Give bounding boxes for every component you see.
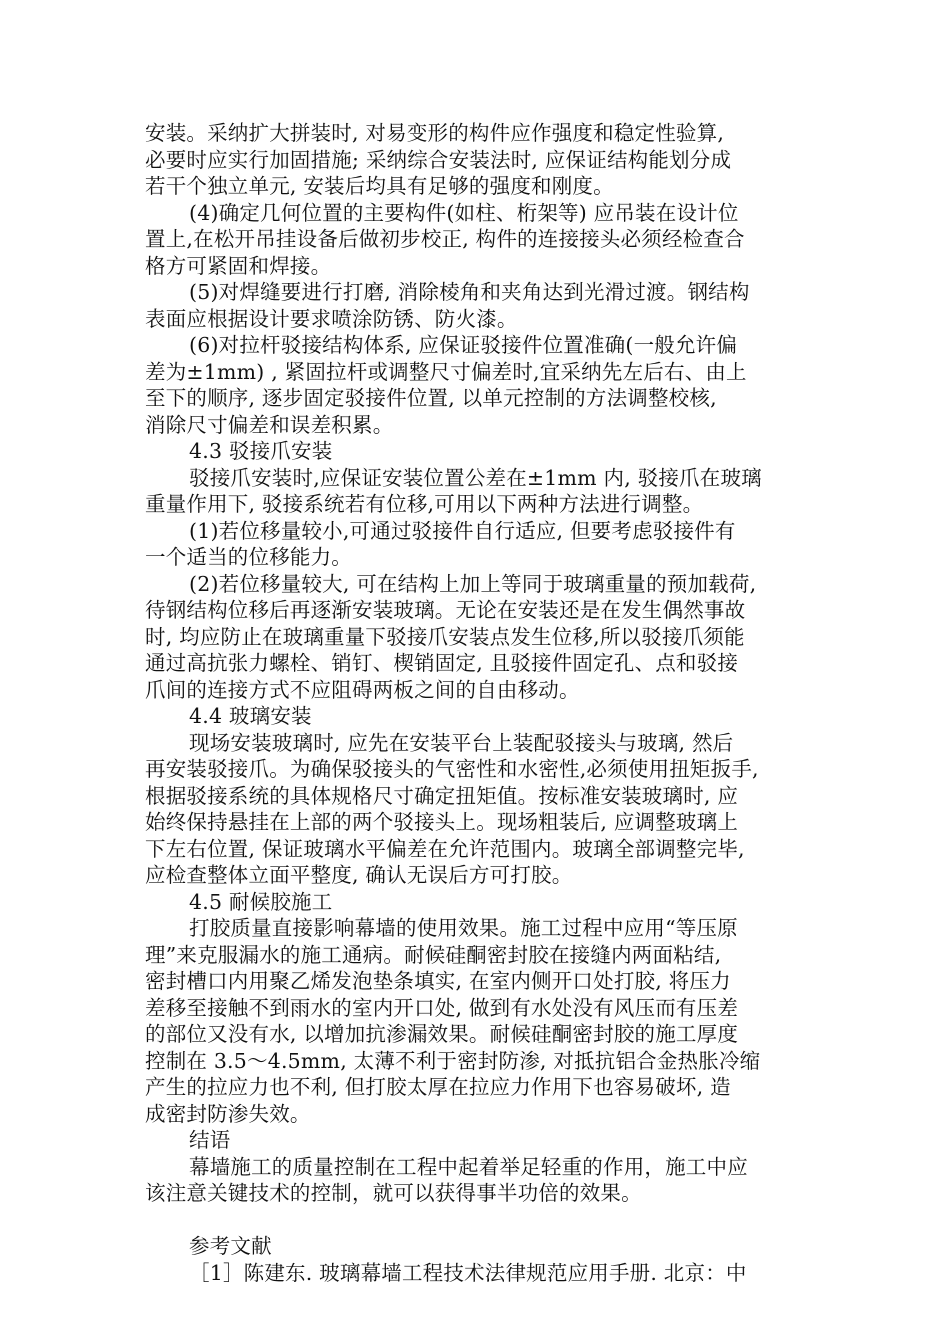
text-line: 表面应根据设计要求喷涂防锈、防火漆。 <box>145 306 518 331</box>
text-line: 的部位又没有水, 以增加抗渗漏效果。耐候硅酮密封胶的施工厚度 <box>145 1022 739 1046</box>
text-line: 下左右位置, 保证玻璃水平偏差在允许范围内。玻璃全部调整完毕, <box>145 836 745 861</box>
text-line: 置上,在松开吊挂设备后做初步校正, 构件的连接接头必须经检查合 <box>145 227 745 251</box>
blank-line <box>145 1207 825 1234</box>
text-line: 4.5 耐候胶施工 <box>189 889 333 914</box>
text-line: 产生的拉应力也不利, 但打胶太厚在拉应力作用下也容易破坏, 造 <box>145 1075 731 1099</box>
text-line: 待钢结构位移后再逐渐安装玻璃。无论在安装还是在发生偶然事故 <box>145 598 746 622</box>
text-line: (5)对焊缝要进行打磨, 消除棱角和夹角达到光滑过渡。钢结构 <box>189 280 750 304</box>
text-line: 再安装驳接爪。为确保驳接头的气密性和水密性,必须使用扭矩扳手, <box>145 757 759 781</box>
text-line: 根据驳接系统的具体规格尺寸确定扭矩值。按标准安装玻璃时, 应 <box>145 783 739 808</box>
text-line: 通过高抗张力螺栓、销钉、楔销固定, 且驳接件固定孔、点和驳接 <box>145 651 739 675</box>
text-line: 消除尺寸偏差和误差积累。 <box>145 412 394 437</box>
text-line: 4.3 驳接爪安装 <box>189 439 333 463</box>
text-line: 密封槽口内用聚乙烯发泡垫条填实, 在室内侧开口处打胶, 将压力 <box>145 969 731 993</box>
text-line: 差移至接触不到雨水的室内开口处, 做到有水处没有风压而有压差 <box>145 995 739 1020</box>
text-line: 差为±1mm) , 紧固拉杆或调整尺寸偏差时,宜采纳先左后右、由上 <box>145 359 747 384</box>
text-line: 参考文献 <box>189 1234 272 1258</box>
document-body <box>145 120 825 1286</box>
text-line: 安装。采纳扩大拼装时, 对易变形的构件应作强度和稳定性验算, <box>145 121 725 145</box>
text-line: (1)若位移量较小,可通过驳接件自行适应, 但要考虑驳接件有 <box>189 518 736 543</box>
text-line: 现场安装玻璃时, 应先在安装平台上装配驳接头与玻璃, 然后 <box>189 730 734 755</box>
text-line: (4)确定几何位置的主要构件(如柱、桁架等) 应吊装在设计位 <box>189 200 739 225</box>
text-line: 结语 <box>189 1128 231 1152</box>
text-line: 4.4 玻璃安装 <box>189 704 312 728</box>
text-line: 打胶质量直接影响幕墙的使用效果。施工过程中应用“等压原 <box>189 916 738 940</box>
text-line: (2)若位移量较大, 可在结构上加上等同于玻璃重量的预加载荷, <box>189 571 757 596</box>
text-line: 一个适当的位移能力。 <box>145 545 352 569</box>
text-line: 必要时应实行加固措施; 采纳综合安装法时, 应保证结构能划分成 <box>145 147 732 172</box>
text-line: 格方可紧固和焊接。 <box>145 253 332 278</box>
text-line: 重量作用下, 驳接系统若有位移,可用以下两种方法进行调整。 <box>145 492 704 516</box>
text-line: 时, 均应防止在玻璃重量下驳接爪安装点发生位移,所以驳接爪须能 <box>145 624 745 649</box>
text-line: 至下的顺序, 逐步固定驳接件位置, 以单元控制的方法调整校核, <box>145 386 717 410</box>
text-line: 控制在 3.5～4.5mm, 太薄不利于密封防渗, 对抵抗铝合金热胀冷缩 <box>145 1048 761 1073</box>
text-line: (6)对拉杆驳接结构体系, 应保证驳接件位置准确(一般允许偏 <box>189 333 738 357</box>
text-line: 成密封防渗失效。 <box>145 1101 311 1126</box>
text-line: 始终保持悬挂在上部的两个驳接头上。现场粗装后, 应调整玻璃上 <box>145 810 739 834</box>
text-line: 应检查整体立面平整度, 确认无误后方可打胶。 <box>145 863 573 887</box>
text-line: 若干个独立单元, 安装后均具有足够的强度和刚度。 <box>145 174 614 198</box>
text-line: 爪间的连接方式不应阻碍两板之间的自由移动。 <box>145 677 580 702</box>
text-line: 驳接爪安装时,应保证安装位置公差在±1mm 内, 驳接爪在玻璃 <box>189 465 762 490</box>
text-line: ［1］陈建东. 玻璃幕墙工程技术法律规范应用手册. 北京：中 <box>189 1260 747 1285</box>
text-line: 幕墙施工的质量控制在工程中起着举足轻重的作用，施工中应 <box>189 1154 748 1179</box>
text-line: 该注意关键技术的控制，就可以获得事半功倍的效果。 <box>145 1181 642 1205</box>
text-line: 理”来克服漏水的施工通病。耐候硅酮密封胶在接缝内两面粘结, <box>145 942 722 967</box>
